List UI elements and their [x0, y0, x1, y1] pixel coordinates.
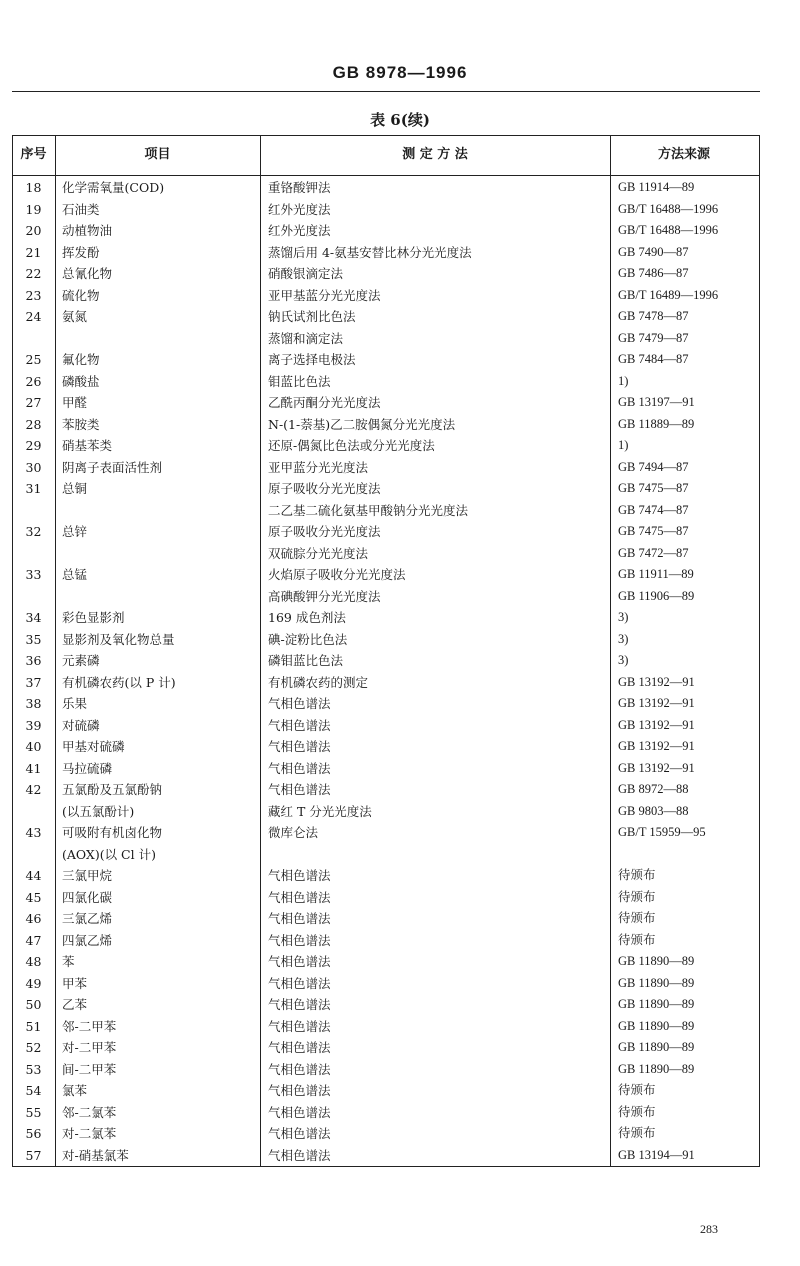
cell-source: GB/T 16488—1996: [618, 201, 719, 216]
cell-item: 可吸附有机卤化物: [62, 825, 163, 840]
cell-source: GB 7475—87: [618, 481, 689, 495]
cell-item: 总氰化物: [62, 266, 113, 281]
cell-source: GB 11890—89: [618, 997, 695, 1011]
page-number: 283: [700, 1222, 718, 1236]
cell-source: GB 13192—91: [618, 674, 695, 689]
cell-source: GB 7475—87: [618, 524, 689, 538]
cell-method: 气相色谱法: [268, 911, 331, 926]
cell-item: 总铜: [62, 481, 88, 496]
cell-no: 22: [25, 266, 42, 281]
cell-item: 邻-二氯苯: [62, 1104, 117, 1120]
cell-no: 42: [25, 782, 42, 797]
table-row: [12, 371, 760, 393]
cell-item: 间-二甲苯: [62, 1061, 117, 1077]
cell-method: 亚甲基蓝分光光度法: [268, 287, 381, 303]
cell-no: 49: [25, 975, 42, 991]
table-row: [12, 328, 760, 350]
table-row: [12, 672, 760, 694]
cell-source: GB 7479—87: [618, 330, 689, 345]
cell-no: 46: [25, 911, 42, 926]
cell-method: 藏红 T 分光光度法: [268, 803, 372, 819]
cell-item: 对硫磷: [62, 717, 100, 733]
cell-source: GB 7478—87: [618, 309, 689, 323]
cell-method: 气相色谱法: [268, 1018, 331, 1034]
cell-item: 氟化物: [62, 352, 100, 367]
cell-method: 气相色谱法: [268, 1040, 331, 1055]
cell-source: GB 11890—89: [618, 1040, 695, 1054]
cell-source: GB 13192—91: [618, 696, 695, 710]
table-row: [12, 263, 760, 285]
cell-method: 红外光度法: [268, 223, 331, 238]
table-row: [12, 220, 760, 242]
cell-method: 气相色谱法: [268, 1147, 331, 1163]
cell-no: 23: [25, 287, 42, 303]
cell-item: 有机磷农药(以 P 计): [62, 674, 176, 690]
table-row: [12, 242, 760, 264]
cell-no: 38: [25, 696, 42, 711]
table-row: [12, 865, 760, 887]
cell-source: 待颁布: [618, 868, 656, 882]
cell-source: GB 11890—89: [618, 1061, 695, 1076]
cell-no: 33: [25, 567, 42, 582]
cell-method: 气相色谱法: [268, 782, 331, 797]
cell-method: 气相色谱法: [268, 975, 331, 991]
cell-item: 甲苯: [62, 975, 88, 991]
cell-source: GB 11889—89: [618, 416, 695, 431]
cell-item: 对-二甲苯: [62, 1040, 117, 1055]
cell-item: 四氯乙烯: [62, 932, 113, 948]
cell-method: 离子选择电极法: [268, 352, 356, 367]
cell-item: (以五氯酚计): [62, 803, 135, 819]
cell-no: 44: [25, 868, 42, 883]
cell-no: 25: [25, 352, 42, 367]
column-header-source: 方法来源: [657, 147, 710, 162]
cell-no: 30: [25, 459, 42, 475]
cell-source: 待颁布: [618, 889, 656, 904]
cell-method: 原子吸收分光光度法: [268, 524, 381, 539]
table-row: [12, 930, 760, 952]
table-row: [12, 650, 760, 672]
table-row: [12, 1102, 760, 1124]
cell-no: 55: [25, 1104, 42, 1120]
cell-source: GB 13194—91: [618, 1147, 695, 1162]
cell-no: 43: [25, 825, 42, 840]
cell-source: GB/T 16489—1996: [618, 287, 719, 302]
cell-source: GB 11914—89: [618, 180, 695, 194]
table-row: [12, 844, 760, 866]
cell-method: 气相色谱法: [268, 696, 331, 711]
table-row: [12, 306, 760, 328]
table-row: [12, 736, 760, 758]
cell-method: 乙酰丙酮分光光度法: [268, 395, 381, 410]
cell-no: 39: [25, 717, 42, 733]
cell-no: 24: [25, 309, 42, 324]
cell-method: 还原-偶氮比色法或分光光度法: [268, 438, 435, 453]
table-row: [12, 478, 760, 500]
cell-source: GB 7486—87: [618, 266, 689, 280]
cell-source: 3): [618, 610, 629, 624]
cell-no: 51: [25, 1018, 42, 1034]
table-row: [12, 994, 760, 1016]
cell-item: 石油类: [62, 201, 100, 217]
cell-item: 甲基对硫磷: [62, 739, 125, 754]
table-row: [12, 457, 760, 479]
cell-source: 待颁布: [618, 1104, 656, 1119]
cell-method: 气相色谱法: [268, 1126, 331, 1141]
table-row: [12, 715, 760, 737]
cell-source: GB 9803—88: [618, 803, 689, 818]
cell-method: 气相色谱法: [268, 997, 331, 1012]
cell-no: 35: [25, 631, 42, 647]
table-row: [12, 392, 760, 414]
header-rule: [12, 91, 760, 92]
cell-item: 三氯乙烯: [62, 911, 113, 926]
table-row: [12, 951, 760, 973]
cell-no: 50: [25, 997, 42, 1012]
cell-method: 气相色谱法: [268, 717, 331, 733]
cell-item: 硫化物: [62, 287, 100, 303]
cell-method: 气相色谱法: [268, 739, 331, 754]
cell-source: GB/T 16488—1996: [618, 223, 719, 237]
cell-item: 甲醛: [62, 395, 88, 410]
cell-method: 气相色谱法: [268, 1083, 331, 1098]
cell-source: GB 7484—87: [618, 352, 689, 366]
cell-no: 31: [25, 481, 42, 496]
cell-method: 蒸馏和滴定法: [268, 330, 344, 346]
cell-source: GB 11906—89: [618, 588, 695, 603]
cell-no: 19: [25, 201, 42, 217]
cell-item: 对-二氯苯: [62, 1126, 117, 1141]
table-row: [12, 543, 760, 565]
table-row: [12, 414, 760, 436]
cell-source: 待颁布: [618, 1126, 656, 1140]
cell-item: 化学需氧量(COD): [62, 180, 165, 195]
cell-no: 40: [25, 739, 42, 754]
table-row: [12, 693, 760, 715]
cell-source: GB 8972—88: [618, 782, 689, 796]
cell-method: 气相色谱法: [268, 889, 331, 905]
cell-method: 169 成色剂法: [268, 610, 346, 625]
cell-item: 马拉硫磷: [62, 760, 113, 776]
cell-no: 45: [25, 889, 42, 905]
column-header-no: 序号: [20, 147, 47, 162]
cell-item: 硝基苯类: [62, 438, 113, 453]
cell-source: GB 11911—89: [618, 567, 694, 581]
cell-source: 1): [618, 438, 629, 452]
table-row: [12, 199, 760, 221]
cell-method: 红外光度法: [268, 201, 331, 217]
cell-item: 氯苯: [62, 1083, 88, 1098]
cell-item: 元素磷: [62, 653, 100, 668]
cell-no: 27: [25, 395, 42, 410]
cell-source: GB 7472—87: [618, 545, 689, 560]
cell-method: 气相色谱法: [268, 1061, 331, 1077]
cell-no: 28: [25, 416, 42, 432]
cell-item: 总锰: [62, 567, 88, 582]
cell-item: 挥发酚: [62, 244, 100, 260]
cell-no: 21: [25, 244, 42, 260]
cell-method: 磷钼蓝比色法: [268, 653, 344, 668]
table-row: [12, 629, 760, 651]
cell-method: 气相色谱法: [268, 954, 331, 969]
cell-method: 亚甲蓝分光光度法: [268, 459, 369, 475]
cell-source: GB/T 15959—95: [618, 825, 706, 839]
cell-item: 磷酸盐: [62, 373, 100, 389]
cell-source: GB 7474—87: [618, 502, 689, 517]
cell-no: 34: [25, 610, 42, 625]
table-row: [12, 973, 760, 995]
cell-item: 乙苯: [62, 997, 88, 1012]
cell-source: 1): [618, 373, 629, 388]
table-row: [12, 822, 760, 844]
cell-no: 57: [25, 1147, 42, 1163]
table-body: [12, 177, 760, 1166]
table-row: [12, 177, 760, 199]
standard-number: GB 8978—1996: [332, 63, 468, 82]
cell-source: GB 11890—89: [618, 954, 695, 968]
cell-no: 41: [25, 760, 42, 776]
cell-method: 气相色谱法: [268, 868, 331, 883]
cell-item: 总锌: [62, 524, 88, 539]
cell-source: GB 11890—89: [618, 1018, 695, 1033]
cell-source: GB 13197—91: [618, 395, 695, 409]
cell-source: GB 13192—91: [618, 739, 695, 753]
cell-source: GB 7494—87: [618, 459, 689, 474]
table-row: [12, 521, 760, 543]
cell-method: 碘-淀粉比色法: [268, 631, 348, 647]
cell-no: 53: [25, 1061, 42, 1077]
cell-method: 钼蓝比色法: [268, 373, 331, 389]
cell-no: 52: [25, 1040, 42, 1055]
table-row: [12, 1123, 760, 1145]
cell-method: N-(1-萘基)乙二胺偶氮分光光度法: [268, 416, 456, 432]
cell-no: 29: [25, 438, 42, 453]
cell-no: 26: [25, 373, 42, 389]
table-row: [12, 1016, 760, 1038]
cell-no: 18: [25, 180, 42, 195]
cell-method: 气相色谱法: [268, 1104, 331, 1120]
cell-no: 32: [25, 524, 42, 539]
cell-item: (AOX)(以 Cl 计): [62, 846, 156, 862]
cell-method: 微库仑法: [268, 825, 319, 840]
cell-method: 硝酸银滴定法: [268, 266, 344, 281]
table-row: [12, 564, 760, 586]
cell-method: 钠氏试剂比色法: [268, 309, 356, 324]
cell-source: GB 13192—91: [618, 717, 695, 732]
cell-method: 气相色谱法: [268, 932, 331, 948]
cell-no: 54: [25, 1083, 42, 1098]
table-row: [12, 1037, 760, 1059]
cell-item: 氨氮: [62, 309, 88, 324]
cell-no: 48: [25, 954, 42, 969]
table-caption: 表 6(续): [370, 111, 430, 129]
cell-item: 苯胺类: [62, 416, 100, 432]
cell-source: 待颁布: [618, 932, 656, 947]
table-row: [12, 801, 760, 823]
table-row: [12, 435, 760, 457]
table-row: [12, 1059, 760, 1081]
column-header-item: 项目: [144, 147, 171, 162]
table-row: [12, 1145, 760, 1167]
table-row: [12, 500, 760, 522]
cell-item: 苯: [62, 954, 75, 969]
table-row: [12, 607, 760, 629]
cell-method: 重铬酸钾法: [268, 180, 331, 195]
cell-no: 56: [25, 1126, 42, 1141]
cell-method: 二乙基二硫化氨基甲酸钠分光光度法: [268, 502, 469, 518]
table-row: [12, 908, 760, 930]
table-row: [12, 349, 760, 371]
cell-method: 有机磷农药的测定: [268, 674, 369, 690]
cell-source: GB 7490—87: [618, 244, 689, 259]
table-row: [12, 586, 760, 608]
cell-source: 待颁布: [618, 911, 656, 925]
cell-method: 高碘酸钾分光光度法: [268, 588, 381, 604]
table-row: [12, 779, 760, 801]
cell-no: 37: [25, 674, 42, 690]
cell-item: 四氯化碳: [62, 889, 113, 905]
cell-method: 原子吸收分光光度法: [268, 481, 381, 496]
cell-source: 3): [618, 653, 629, 667]
cell-no: 47: [25, 932, 42, 948]
cell-item: 显影剂及氧化物总量: [62, 631, 175, 647]
cell-method: 蒸馏后用 4-氨基安替比林分光光度法: [268, 244, 472, 260]
column-header-method: 测 定 方 法: [402, 147, 468, 162]
header-divider: [12, 175, 760, 176]
cell-item: 彩色显影剂: [62, 610, 125, 625]
cell-source: GB 13192—91: [618, 760, 695, 775]
table-row: [12, 285, 760, 307]
cell-source: GB 11890—89: [618, 975, 695, 990]
cell-method: 双硫腙分光光度法: [268, 545, 369, 561]
cell-no: 36: [25, 653, 42, 668]
cell-item: 邻-二甲苯: [62, 1018, 117, 1034]
cell-item: 对-硝基氯苯: [62, 1147, 129, 1163]
table-row: [12, 887, 760, 909]
cell-item: 阴离子表面活性剂: [62, 459, 163, 475]
cell-method: 气相色谱法: [268, 760, 331, 776]
cell-source: 待颁布: [618, 1083, 656, 1097]
table-row: [12, 758, 760, 780]
cell-source: 3): [618, 631, 629, 646]
cell-item: 乐果: [62, 696, 88, 711]
table-row: [12, 1080, 760, 1102]
cell-no: 20: [25, 223, 42, 238]
cell-item: 五氯酚及五氯酚钠: [62, 782, 163, 797]
cell-method: 火焰原子吸收分光光度法: [268, 567, 406, 582]
cell-item: 动植物油: [62, 223, 113, 238]
cell-item: 三氯甲烷: [62, 868, 113, 883]
